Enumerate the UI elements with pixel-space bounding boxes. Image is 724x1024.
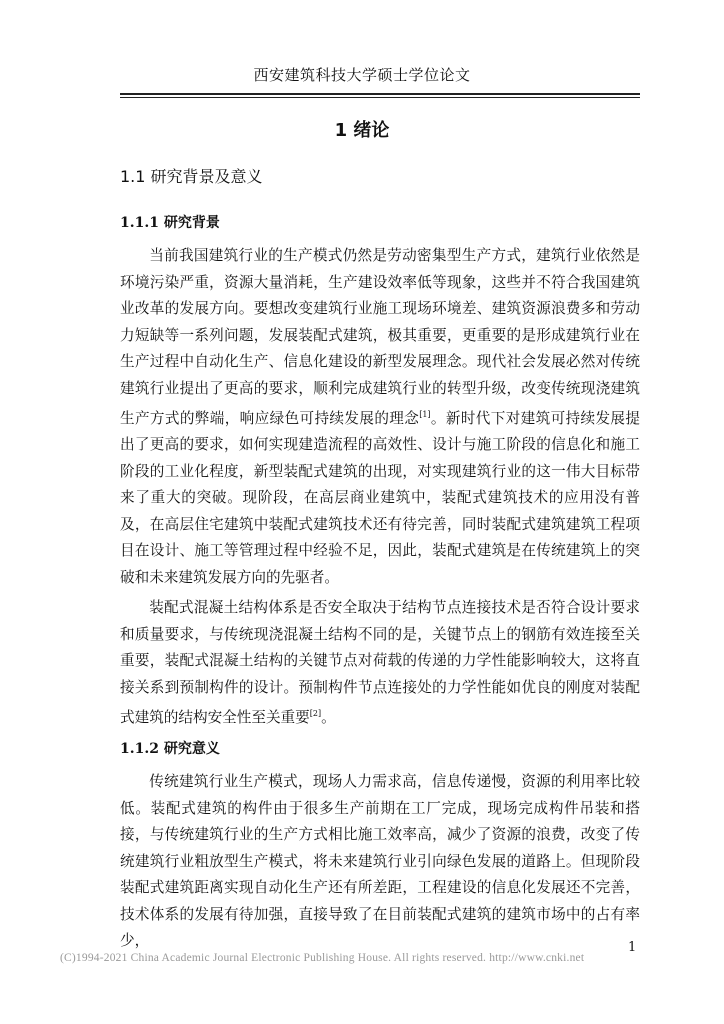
page-number: 1 xyxy=(628,940,637,955)
copyright-footer: (C)1994-2021 China Academic Journal Electronic Publishing House. All rights reserved. http://www.cnki.net xyxy=(60,952,585,964)
paragraph-text: 传统建筑行业生产模式，现场人力需求高，信息传递慢，资源的利用率比较低。装配式建筑的构件由于很多生产前期在工厂完成，现场完成构件吊装和搭接，与传统建筑行业的生产方式相比施工效率高，减少了资源的浪费，改变了传统建筑行业粗放型生产模式，将未来建筑行业引向绿色发展的道路上。但现阶段装配式建筑距离实现自动化生产还有所差距，工程建设的信息化发展还不完善，技术体系的发展有待加强，直接导致了在目前装配式建筑的建筑市场中的占有率少， xyxy=(120,773,640,949)
running-header: 西安建筑科技大学硕士学位论文 xyxy=(253,66,471,84)
header-rule xyxy=(120,93,640,98)
paragraph-text: 装配式混凝土结构体系是否安全取决于结构节点连接技术是否符合设计要求和质量要求，与传统现浇混凝土结构不同的是，关键节点上的钢筋有效连接至关重要，装配式混凝土结构的关键节点对荷载的传递的力学性能影响较大，这将直接关系到预制构件的设计。预制构件节点连接处的力学性能如优良的刚度对装配式建筑的结构安全性至关重要 xyxy=(120,599,640,726)
paragraph-significance-1 xyxy=(120,769,640,955)
section-title: 1.1 研究背景及意义 xyxy=(120,167,263,186)
subsection-title-background: 1.1.1 研究背景 xyxy=(120,215,220,231)
paragraph-text: 。 xyxy=(321,708,336,726)
paragraph-background-2 xyxy=(120,595,640,731)
paragraph-text: 。新时代下对建筑可持续发展提出了更高的要求，如何实现建造流程的高效性、设计与施工阶段的信息化和施工阶段的工业化程度，新型装配式建筑的出现，对实现建筑行业的这一伟大目标带来了重大的突破。现阶段，在高层商业建筑中，装配式建筑技术的应用没有普及，在高层住宅建筑中装配式建筑技术还有待完善，同时装配式建筑建筑工程项目在设计、施工等管理过程中经验不足，因此，装配式建筑是在传统建筑上的突破和未来建筑发展方向的先驱者。 xyxy=(120,409,640,586)
chapter-title: 1 绪论 xyxy=(334,120,390,141)
subsection-title-significance: 1.1.2 研究意义 xyxy=(120,741,220,757)
citation: [1] xyxy=(419,410,431,419)
paragraph-background-1 xyxy=(120,243,640,591)
paragraph-text: 当前我国建筑行业的生产模式仍然是劳动密集型生产方式，建筑行业依然是环境污染严重，资源大量消耗，生产建设效率低等现象，这些并不符合我国建筑业改革的发展方向。要想改变建筑行业施工现场环境差、建筑资源浪费多和劳动力短缺等一系列问题，发展装配式建筑，极其重要，更重要的是形成建筑行业在生产过程中自动化生产、信息化建设的新型发展理念。现代社会发展必然对传统建筑行业提出了更高的要求，顺利完成建筑行业的转型升级，改变传统现浇建筑生产方式的弊端，响应绿色可持续发展的理念 xyxy=(120,247,640,427)
citation: [2] xyxy=(309,709,322,718)
